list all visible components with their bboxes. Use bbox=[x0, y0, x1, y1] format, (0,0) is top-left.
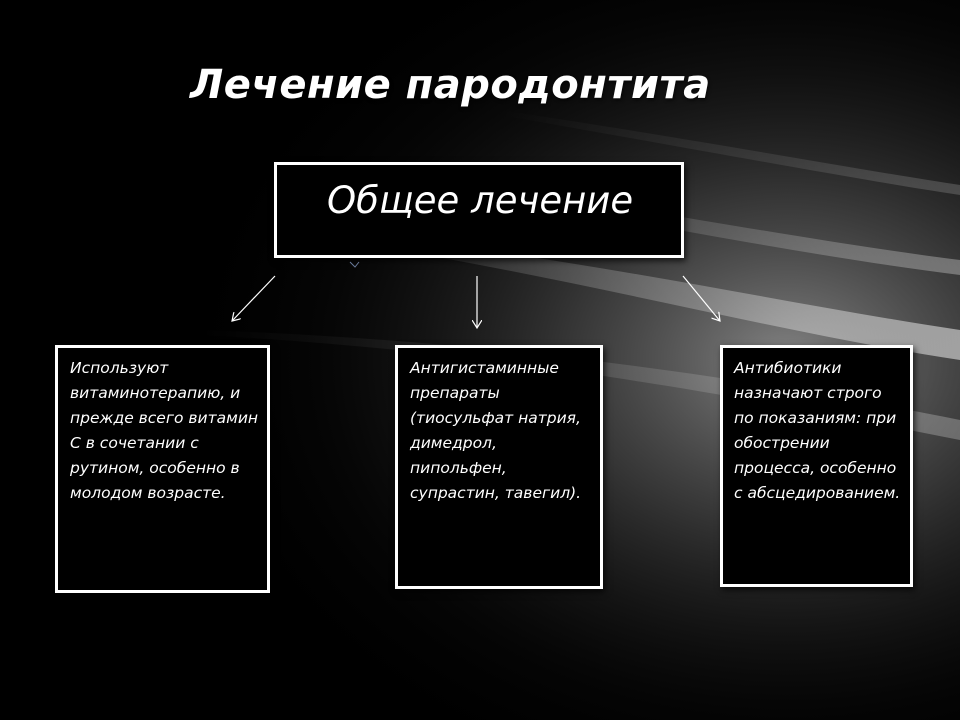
small-arrow-mark bbox=[350, 262, 359, 267]
arrow-right bbox=[683, 276, 720, 321]
treatment-box-antihistamines: Антигистаминные препараты (тиосульфат натрия, димедрол, пипольфен, супрастин, тавегил). bbox=[395, 345, 603, 589]
treatment-box-antibiotics: Антибиотики назначают строго по показаниям: при обострении процесса, особенно с абсцедированием. bbox=[720, 345, 913, 587]
main-box: Общее лечение bbox=[274, 162, 684, 258]
arrow-left bbox=[232, 276, 275, 321]
slide-title: Лечение пародонтита bbox=[190, 62, 711, 108]
treatment-box-vitamins: Используют витаминотерапию, и прежде всего витамин С в сочетании с рутином, особенно в молодом возрасте. bbox=[55, 345, 270, 593]
